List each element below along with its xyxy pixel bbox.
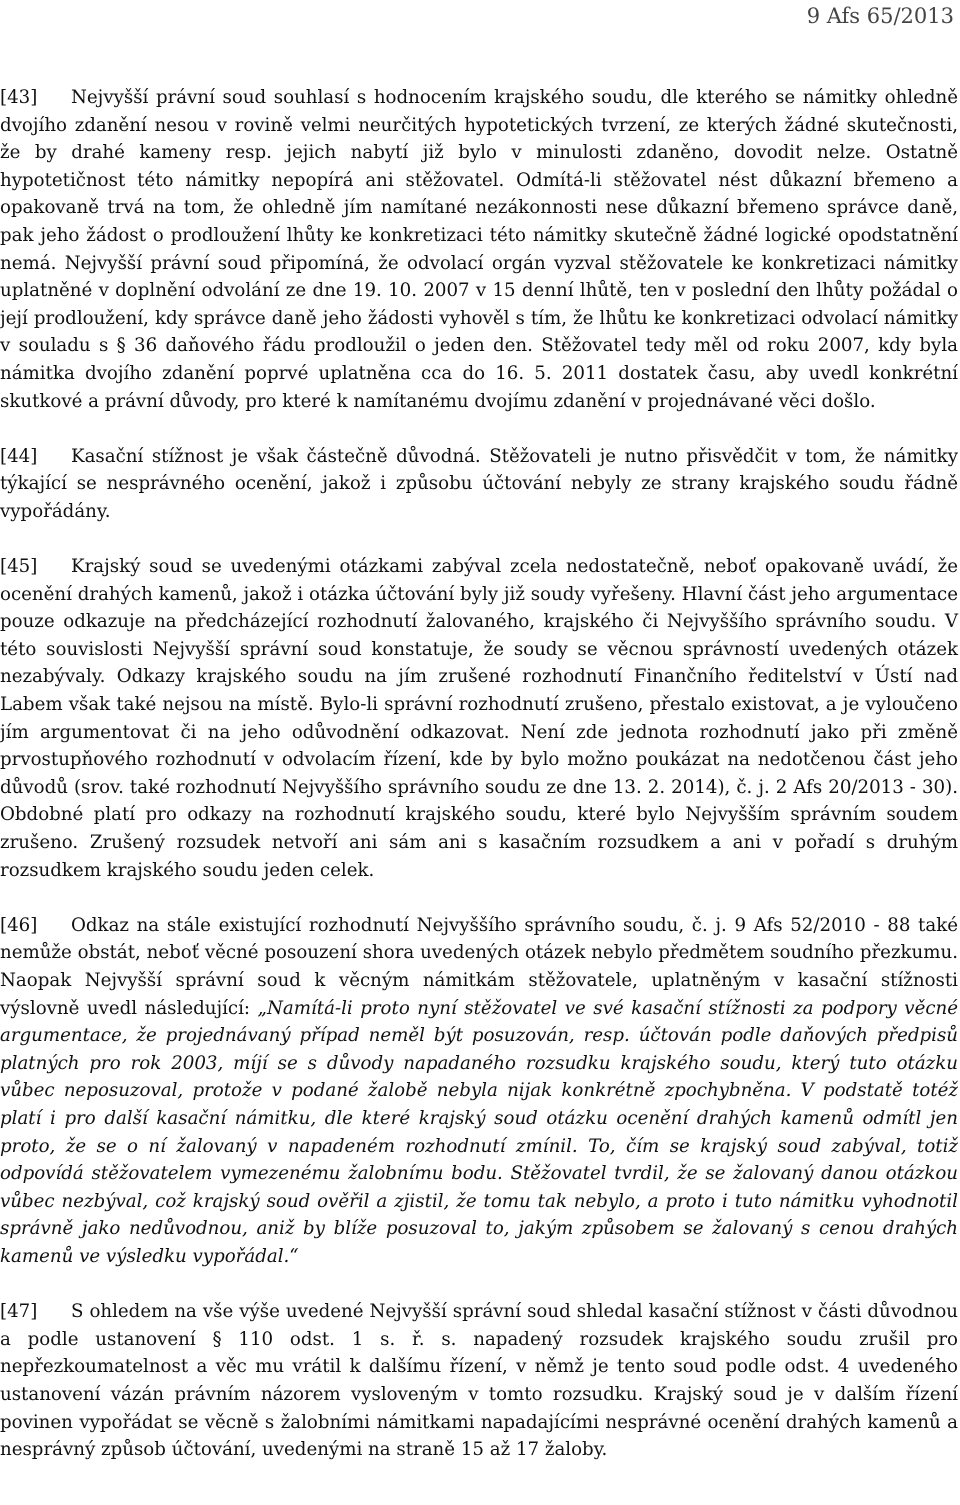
paragraph-number: [45]	[0, 556, 38, 578]
paragraph-46	[0, 912, 958, 1271]
paragraph-text: Kasační stížnost je však částečně důvodná. Stěžovateli je nutno přisvědčit v tom, že námitky týkající se nesprávného ocenění, jakož i způsobu účtování nebyly ze strany krajského soudu řádně vypořádány.	[0, 445, 958, 522]
case-number-header: 9 Afs 65/2013	[806, 4, 954, 28]
paragraph-text: Krajský soud se uvedenými otázkami zabýval zcela nedostatečně, neboť opakovaně uvádí, že ocenění drahých kamenů, jakož i otázka účtování byly již soudy vyřešeny. Hlavní část jeho argumentace pouze odkazuje na předcházející rozhodnutí žalovaného, krajského či Nejvyššího správního soudu. V této souvislosti Nejvyšší správní soud konstatuje, že soudy se věcnou správností uvedených otázek nezabývaly. Odkazy krajského soudu na jím zrušené rozhodnutí Finančního ředitelství v Ústí nad Labem však také nejsou na místě. Bylo-li správní rozhodnutí zrušeno, přestalo existovat, a je vyloučeno jím argumentovat či na jeho odůvodnění odkazovat. Není zde jednota rozhodnutí jako při změně prvostupňového rozhodnutí v odvolacím řízení, kde by bylo možno poukázat na nedotčenou část jeho důvodů (srov. také rozhodnutí Nejvyššího správního soudu ze dne 13. 2. 2014), č. j. 2 Afs 20/2013 - 30). Obdobné platí pro odkazy na rozhodnutí krajského soudu, které bylo Nejvyšším správním soudem zrušeno. Zrušený rozsudek netvoří ani sám ani s kasačním rozsudkem a ani v pořadí s druhým rozsudkem krajského soudu jeden celek.	[0, 556, 958, 881]
paragraph-text: Odkaz na stále existující rozhodnutí Nejvyššího správního soudu, č. j. 9 Afs 52/2010 - 88 také nemůže obstát, neboť věcné posouzení shora uvedených otázek nebylo předmětem soudního přezkumu. Naopak Nejvyšší správní soud k věcným námitkám stěžovatele, uplatněným v kasační stížnosti výslovně uvedl následující:	[0, 914, 958, 1019]
document-body	[0, 84, 958, 1464]
paragraph-number: [44]	[0, 445, 38, 467]
paragraph-number: [46]	[0, 914, 38, 936]
paragraph-45	[0, 553, 958, 884]
paragraph-text: Nejvyšší právní soud souhlasí s hodnocením krajského soudu, dle kterého se námitky ohledně dvojího zdanění nesou v rovině velmi neurčitých hypotetických tvrzení, ze kterých žádné skutečnosti, že by drahé kameny resp. jejich nabytí již bylo v minulosti zdaněno, dovodit nelze. Ostatně hypotetičnost této námitky nepopírá ani stěžovatel. Odmítá-li stěžovatel nést důkazní břemeno a opakovaně trvá na tom, že ohledně jím namítané nezákonnosti nese důkazní břemeno správce daně, pak jeho žádost o prodloužení lhůty ke konkretizaci této námitky skutečně žádné logické opodstatnění nemá. Nejvyšší právní soud připomíná, že odvolací orgán vyzval stěžovatele ke konkretizaci námitky uplatněné v doplnění odvolání ze dne 19. 10. 2007 v 15 denní lhůtě, ten v poslední den lhůty požádal o její prodloužení, kdy správce daně jeho žádosti vyhověl s tím, že lhůtu ke konkretizaci odvolací námitky v souladu s § 36 daňového řádu prodloužil o jeden den. Stěžovatel tedy měl od roku 2007, kdy byla námitka dvojího zdanění poprvé uplatněna cca do 16. 5. 2011 dostatek času, aby uvedl konkrétní skutkové a právní důvody, pro které k namítanému dvojímu zdanění v projednávané věci došlo.	[0, 87, 958, 412]
paragraph-number: [47]	[0, 1301, 38, 1323]
paragraph-43	[0, 84, 958, 415]
paragraph-number: [43]	[0, 87, 38, 108]
paragraph-44	[0, 443, 958, 526]
quoted-excerpt: „Namítá-li proto nyní stěžovatel ve své kasační stížnosti za podpory věcné argumentace, že projednávaný případ neměl být posuzován, resp. účtován podle daňových předpisů platných pro rok 2003, míjí se s důvody napadaného rozsudku krajského soudu, který tuto otázku vůbec neposuzoval, protože v podané žalobě nebyla nijak konkrétně zpochybněna. V podstatě totéž platí i pro další kasační námitku, dle které krajský soud otázku ocenění drahých kamenů odmítl jen proto, že se o ní žalovaný v napadeném rozhodnutí zmínil. To, čím se krajský soud zabýval, totiž odpovídá stěžovatelem vymezenému žalobnímu bodu. Stěžovatel tvrdil, že se žalovaný danou otázkou vůbec nezbýval, což krajský soud ověřil a zjistil, že tomu tak nebylo, a proto i tuto námitku vyhodnotil správně jako nedůvodnou, aniž by blíže posuzoval to, jakým způsobem se žalovaný s cenou drahých kamenů ve výsledku vypořádal.“	[0, 997, 959, 1267]
paragraph-47	[0, 1298, 958, 1464]
paragraph-text: S ohledem na vše výše uvedené Nejvyšší správní soud shledal kasační stížnost v části důvodnou a podle ustanovení § 110 odst. 1 s. ř. s. napadený rozsudek krajského soudu zrušil pro nepřezkoumatelnost a věc mu vrátil k dalšímu řízení, v němž je tento soud podle odst. 4 uvedeného ustanovení vázán právním názorem vysloveným v tomto rozsudku. Krajský soud je v dalším řízení povinen vypořádat se věcně s žalobními námitkami napadajícími nesprávné ocenění drahých kamenů a nesprávný způsob účtování, uvedenými na straně 15 až 17 žaloby.	[0, 1301, 958, 1461]
